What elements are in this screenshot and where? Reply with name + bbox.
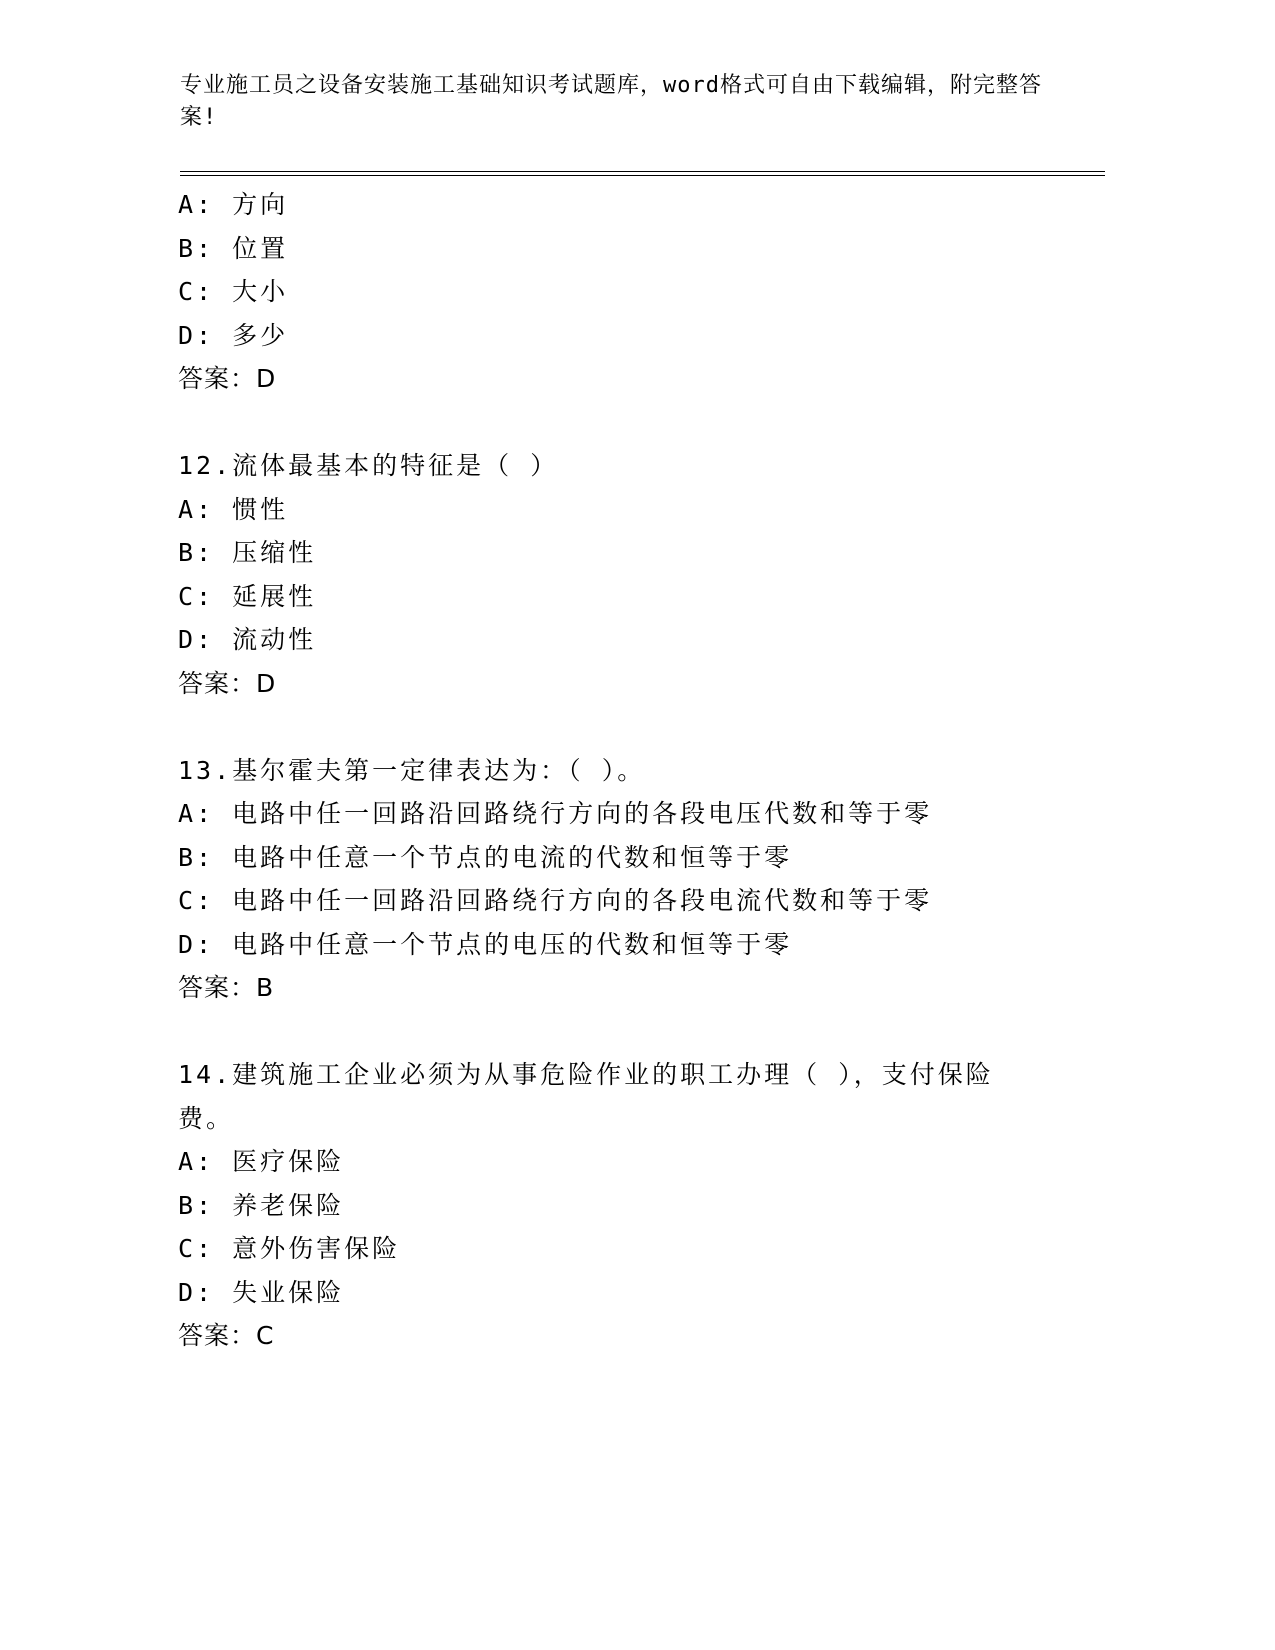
spacer bbox=[178, 401, 1108, 445]
question-block-13 bbox=[178, 749, 1108, 1010]
header-divider-top bbox=[180, 171, 1105, 172]
question-block-12 bbox=[178, 444, 1108, 705]
option-d: D: 流动性 bbox=[178, 625, 317, 654]
header-divider-bottom bbox=[180, 175, 1105, 176]
option-b: B: 养老保险 bbox=[178, 1190, 345, 1220]
option-c: C: 电路中任一回路沿回路绕行方向的各段电流代数和等于零 bbox=[178, 886, 933, 915]
option-c: C: 意外伤害保险 bbox=[178, 1234, 401, 1263]
spacer bbox=[178, 1010, 1108, 1054]
answer-text: 答案：D bbox=[178, 364, 277, 393]
answer-text: 答案：C bbox=[178, 1321, 275, 1350]
question-text: 12.流体最基本的特征是（ ） bbox=[178, 451, 559, 480]
option-c: C: 大小 bbox=[178, 277, 289, 306]
option-b: B: 位置 bbox=[178, 233, 289, 263]
option-a: A: 电路中任一回路沿回路绕行方向的各段电压代数和等于零 bbox=[178, 799, 933, 828]
document-header: 专业施工员之设备安装施工基础知识考试题库，word格式可自由下载编辑，附完整答案! bbox=[180, 73, 1042, 130]
answer-text: 答案：D bbox=[178, 668, 277, 698]
question-block-11 bbox=[178, 183, 1108, 401]
question-block-14 bbox=[178, 1053, 1108, 1358]
answer-text: 答案：B bbox=[178, 973, 275, 1002]
option-a: A: 方向 bbox=[178, 190, 289, 219]
option-a: A: 惯性 bbox=[178, 494, 289, 524]
option-d: D: 电路中任意一个节点的电压的代数和恒等于零 bbox=[178, 929, 793, 959]
option-c: C: 延展性 bbox=[178, 581, 317, 611]
question-list bbox=[178, 183, 1108, 1358]
question-text: 14.建筑施工企业必须为从事危险作业的职工办理（ ），支付保险费。 bbox=[178, 1060, 994, 1133]
spacer bbox=[178, 705, 1108, 749]
option-d: D: 失业保险 bbox=[178, 1277, 345, 1307]
option-b: B: 电路中任意一个节点的电流的代数和恒等于零 bbox=[178, 842, 793, 872]
option-d: D: 多少 bbox=[178, 320, 289, 350]
option-b: B: 压缩性 bbox=[178, 538, 317, 567]
option-a: A: 医疗保险 bbox=[178, 1147, 345, 1176]
question-text: 13.基尔霍夫第一定律表达为：（ ）。 bbox=[178, 755, 646, 785]
